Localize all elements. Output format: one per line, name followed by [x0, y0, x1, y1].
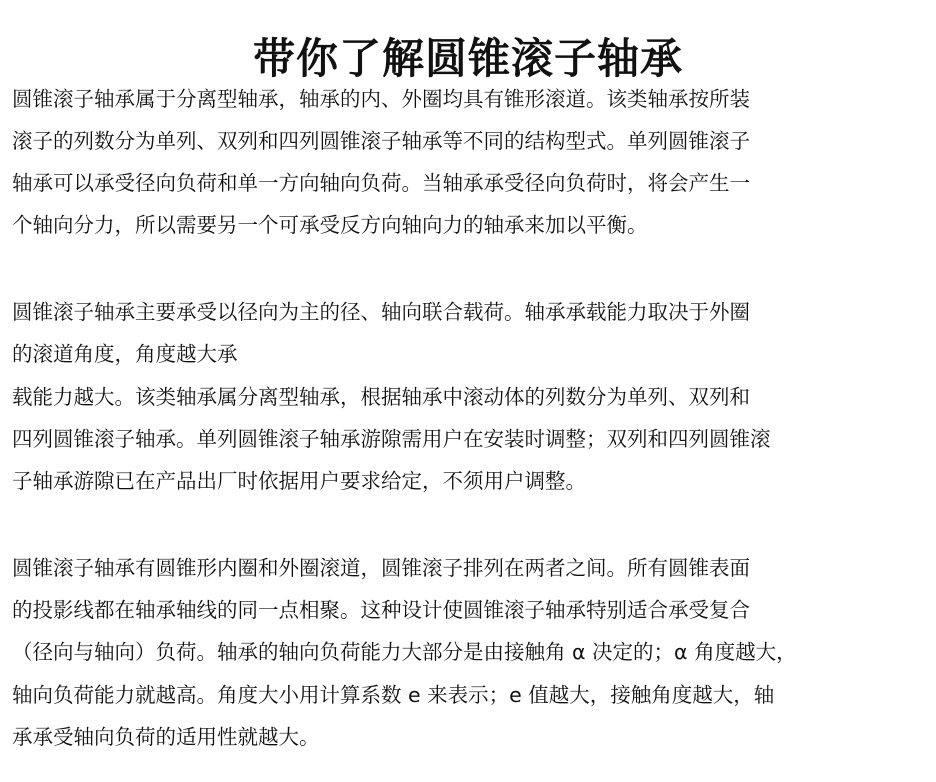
paragraph-line: 滚子的列数分为单列、双列和四列圆锥滚子轴承等不同的结构型式。单列圆锥滚子 — [12, 129, 750, 153]
paragraph-line: 载能力越大。该类轴承属分离型轴承，根据轴承中滚动体的列数分为单列、双列和 — [12, 385, 750, 409]
paragraph-line: 的滚道角度，角度越大承 — [12, 342, 238, 366]
article-title: 带你了解圆锥滚子轴承 — [252, 34, 683, 84]
paragraph-line: （径向与轴向）负荷。轴承的轴向负荷能力大部分是由接触角 α 决定的；α 角度越大， — [12, 640, 797, 664]
paragraph-line: 圆锥滚子轴承属于分离型轴承，轴承的内、外圈均具有锥形滚道。该类轴承按所装 — [12, 87, 750, 111]
paragraph-line: 圆锥滚子轴承有圆锥形内圈和外圈滚道，圆锥滚子排列在两者之间。所有圆锥表面 — [12, 556, 750, 580]
paragraph-line: 圆锥滚子轴承主要承受以径向为主的径、轴向联合载荷。轴承承载能力取决于外圈 — [12, 300, 750, 324]
paragraph-line: 个轴向分力，所以需要另一个可承受反方向轴向力的轴承来加以平衡。 — [12, 213, 648, 237]
paragraph-line: 四列圆锥滚子轴承。单列圆锥滚子轴承游隙需用户在安装时调整；双列和四列圆锥滚 — [12, 427, 771, 451]
paragraph-line: 承承受轴向负荷的适用性就越大。 — [12, 725, 320, 749]
paragraph-line: 的投影线都在轴承轴线的同一点相聚。这种设计使圆锥滚子轴承特别适合承受复合 — [12, 598, 750, 622]
paragraph-line: 子轴承游隙已在产品出厂时依据用户要求给定，不须用户调整。 — [12, 469, 586, 493]
paragraph-line: 轴向负荷能力就越高。角度大小用计算系数 e 来表示；e 值越大，接触角度越大，轴 — [12, 683, 775, 707]
paragraph-line: 轴承可以承受径向负荷和单一方向轴向负荷。当轴承承受径向负荷时，将会产生一 — [12, 171, 750, 195]
